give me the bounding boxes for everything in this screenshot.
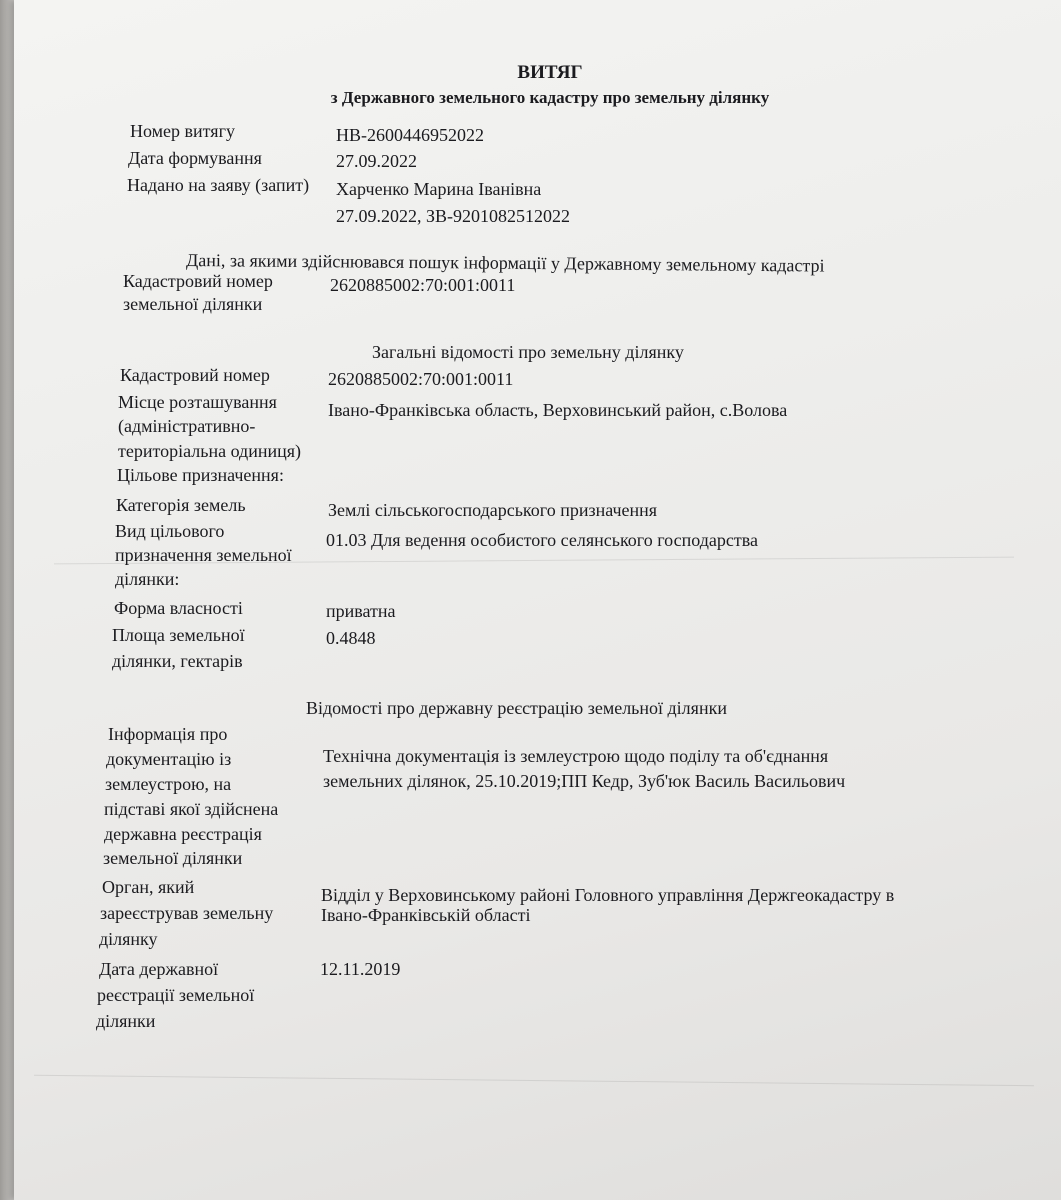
registration-heading: Відомості про державну реєстрацію земельної ділянки (306, 698, 727, 718)
organ-label-3: ділянку (99, 929, 158, 949)
location-value: Івано-Франківська область, Верховинський район, с.Волова (328, 400, 788, 420)
search-cadastral-number: 2620885002:70:001:0011 (330, 275, 516, 295)
doc-value-1: Технічна документація із землеустрою щодо поділу та об'єднання (323, 746, 829, 766)
doc-label-1: Інформація про (108, 724, 228, 744)
location-label-1: Місце розташування (118, 392, 277, 412)
formation-date: 27.09.2022 (336, 151, 417, 171)
formation-date-label: Дата формування (128, 148, 262, 168)
organ-value-2: Івано-Франківській області (321, 905, 531, 925)
ownership-value: приватна (326, 601, 396, 621)
provided-label: Надано на заяву (запит) (127, 175, 310, 195)
location-label-3: територіальна одиниця) (118, 441, 302, 461)
area-value: 0.4848 (326, 628, 376, 648)
purpose-label: Цільове призначення: (117, 465, 284, 485)
provided-name: Харченко Марина Іванівна (336, 179, 542, 199)
search-cadastral-label-1: Кадастровий номер (123, 271, 273, 291)
location-label-2: (адміністративно- (118, 416, 256, 436)
document-subtitle: з Державного земельного кадастру про земельну ділянку (330, 88, 770, 107)
type-label-2: призначення земельної (115, 545, 292, 565)
general-cadastral-label: Кадастровий номер (120, 365, 270, 385)
category-value: Землі сільськогосподарського призначення (328, 500, 658, 520)
doc-label-5: державна реєстрація (104, 824, 262, 844)
doc-label-2: документацію із (106, 749, 232, 769)
type-value: 01.03 Для ведення особистого селянського господарства (326, 530, 758, 550)
organ-value-1: Відділ у Верховинському районі Головного управління Держгеокадастру в (321, 885, 895, 905)
area-label-1: Площа земельної (112, 625, 245, 645)
search-cadastral-label-2: земельної ділянки (123, 294, 263, 314)
type-label-1: Вид цільового (115, 521, 225, 541)
search-heading: Дані, за якими здійснювався пошук інформації у Державному земельному кадастрі (185, 250, 825, 276)
extract-number-label: Номер витягу (130, 121, 235, 141)
date-value: 12.11.2019 (320, 959, 401, 979)
category-label: Категорія земель (116, 495, 246, 515)
date-label-3: ділянки (96, 1011, 156, 1031)
doc-label-6: земельної ділянки (103, 848, 243, 868)
extract-number: НВ-2600446952022 (336, 125, 484, 145)
provided-request: 27.09.2022, ЗВ-9201082512022 (336, 206, 571, 226)
date-label-2: реєстрації земельної (97, 985, 255, 1005)
type-label-3: ділянки: (115, 569, 180, 589)
organ-label-2: зареєстрував земельну (100, 903, 274, 923)
area-label-2: ділянки, гектарів (112, 651, 243, 671)
doc-value-2: земельних ділянок, 25.10.2019;ПП Кедр, Зуб'юк Василь Васильович (323, 771, 846, 791)
document-title: ВИТЯГ (517, 62, 583, 83)
general-heading: Загальні відомості про земельну ділянку (372, 342, 684, 362)
ownership-label: Форма власності (114, 598, 243, 618)
doc-label-4: підставі якої здійснена (104, 799, 279, 819)
date-label-1: Дата державної (99, 959, 219, 979)
doc-label-3: землеустрою, на (105, 774, 232, 794)
general-cadastral-number: 2620885002:70:001:0011 (328, 369, 514, 389)
organ-label-1: Орган, який (102, 877, 195, 897)
